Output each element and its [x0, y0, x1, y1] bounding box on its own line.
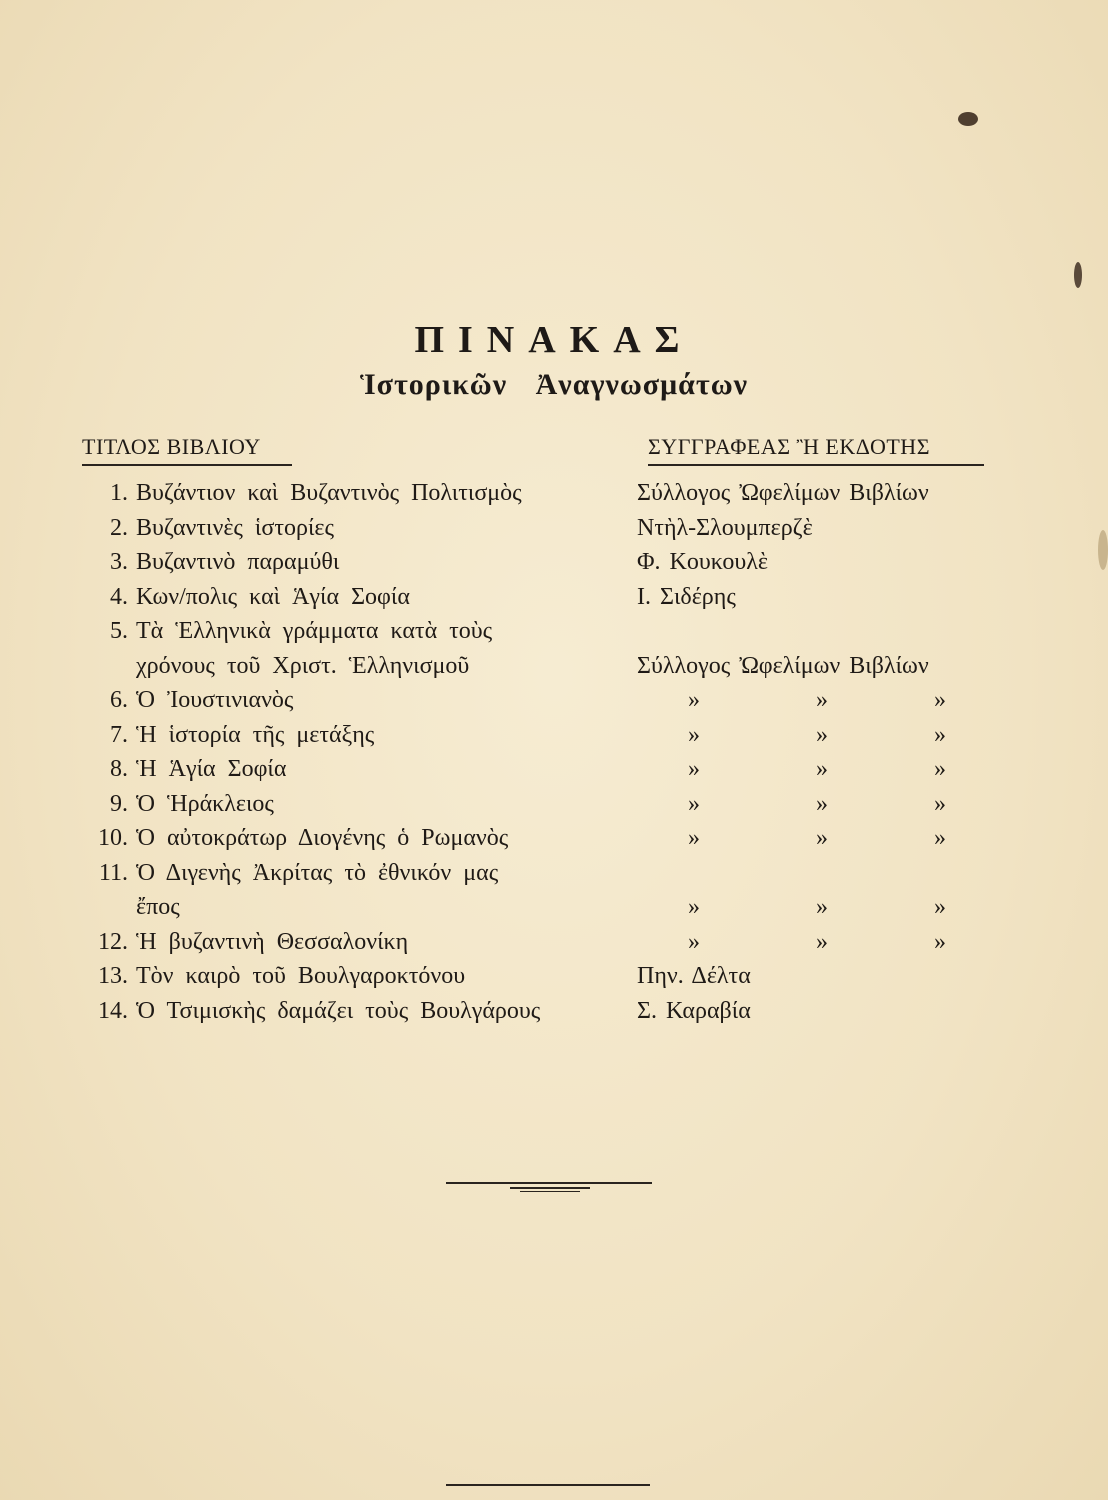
- ditto-mark: »: [934, 825, 946, 851]
- list-item: [0, 722, 1108, 756]
- entry-title: Ὁ Διγενὴς Ἀκρίτας τὸ ἐθνικόν μας: [136, 859, 499, 886]
- entry-author: Ι. Σιδέρης: [637, 583, 736, 610]
- paper-speck: [958, 112, 978, 126]
- ditto-mark: »: [688, 756, 700, 782]
- entry-number: 2.: [110, 514, 128, 541]
- ornament-line-top: [446, 1182, 652, 1184]
- entry-author: Φ. Κουκουλὲ: [637, 549, 768, 575]
- entry-title: Ἡ ἱστορία τῆς μετάξης: [136, 721, 375, 748]
- ditto-mark: »: [688, 687, 700, 713]
- entry-title: ἔπος: [136, 894, 180, 920]
- ditto-mark: »: [934, 894, 946, 920]
- entry-number: 9.: [110, 790, 128, 817]
- entry-title: χρόνους τοῦ Χριστ. Ἑλληνισμοῦ: [136, 652, 470, 679]
- entry-number: 1.: [110, 480, 128, 506]
- list-item: [0, 584, 1108, 618]
- ditto-mark: »: [688, 928, 700, 955]
- list-item: [0, 963, 1108, 997]
- ditto-mark: »: [934, 756, 946, 782]
- list-item: [0, 480, 1108, 514]
- paper-speck: [1074, 262, 1082, 288]
- entry-number: 6.: [110, 687, 128, 713]
- ditto-mark: »: [688, 894, 700, 920]
- entry-title: Τὸν καιρὸ τοῦ Βουλγαροκτόνου: [136, 963, 466, 989]
- entry-title: Ὁ Τσιμισκὴς δαμάζει τοὺς Βουλγάρους: [136, 997, 541, 1024]
- entry-number: 14.: [98, 997, 128, 1024]
- list-item: [0, 687, 1108, 721]
- ditto-mark: »: [816, 721, 828, 748]
- ditto-mark: »: [934, 721, 946, 748]
- ditto-mark: »: [688, 721, 700, 748]
- entry-title: Βυζαντινὲς ἱστορίες: [136, 514, 334, 541]
- list-item: [0, 549, 1108, 583]
- entry-number: 7.: [110, 721, 128, 748]
- ornament-line-middle: [510, 1187, 590, 1189]
- column-header-title: ΤΙΤΛΟΣ ΒΙΒΛΙΟΥ: [82, 434, 292, 466]
- entry-author: Ντὴλ-Σλουμπερζὲ: [637, 514, 813, 541]
- ditto-mark: »: [816, 790, 828, 817]
- list-item: [0, 929, 1108, 963]
- entry-title: Κων/πολις καὶ Ἁγία Σοφία: [136, 583, 410, 610]
- list-item: [0, 894, 1108, 928]
- entry-author: Σ. Καραβία: [637, 997, 751, 1024]
- paper-speck: [1098, 530, 1108, 570]
- entry-number: 5.: [110, 618, 128, 644]
- ditto-mark: »: [816, 894, 828, 920]
- list-item: [0, 825, 1108, 859]
- list-item: [0, 860, 1108, 894]
- entry-title: Ὁ Ἡράκλειος: [136, 790, 274, 817]
- entry-title: Τὰ Ἑλληνικὰ γράμματα κατὰ τοὺς: [136, 618, 493, 644]
- ornament-line-bottom: [520, 1191, 580, 1192]
- entry-author: Πην. Δέλτα: [637, 963, 751, 989]
- entry-number: 10.: [98, 825, 128, 851]
- ditto-mark: »: [934, 687, 946, 713]
- list-item: [0, 998, 1108, 1032]
- entry-number: 8.: [110, 756, 128, 782]
- entry-number: 11.: [98, 859, 128, 886]
- column-header-author: ΣΥΓΓΡΑΦΕΑΣ Ἢ ΕΚΔΟΤΗΣ: [648, 434, 984, 466]
- ditto-mark: »: [934, 928, 946, 955]
- page-title: ΠΙΝΑΚΑΣ: [414, 319, 694, 361]
- ditto-mark: »: [816, 687, 828, 713]
- entry-title: Βυζαντινὸ παραμύθι: [136, 549, 340, 575]
- ditto-mark: »: [816, 928, 828, 955]
- ditto-mark: »: [816, 825, 828, 851]
- list-item: [0, 653, 1108, 687]
- entry-title: Ὁ αὐτοκράτωρ Διογένης ὁ Ρωμανὸς: [136, 825, 509, 851]
- ditto-mark: »: [688, 825, 700, 851]
- ditto-mark: »: [688, 790, 700, 817]
- entry-author: Σύλλογος Ὠφελίμων Βιβλίων: [637, 480, 929, 506]
- entry-number: 12.: [98, 928, 128, 955]
- entry-title: Ὁ Ἰουστινιανὸς: [136, 687, 294, 713]
- entry-author: Σύλλογος Ὠφελίμων Βιβλίων: [637, 652, 929, 679]
- entry-number: 4.: [110, 583, 128, 610]
- entry-title: Βυζάντιον καὶ Βυζαντινὸς Πολιτισμὸς: [136, 480, 522, 506]
- entry-number: 13.: [98, 963, 128, 989]
- entry-title: Ἡ Ἁγία Σοφία: [136, 756, 287, 782]
- ditto-mark: »: [816, 756, 828, 782]
- ditto-mark: »: [934, 790, 946, 817]
- list-item: [0, 618, 1108, 652]
- entry-title: Ἡ βυζαντινὴ Θεσσαλονίκη: [136, 928, 409, 955]
- entry-number: 3.: [110, 549, 128, 575]
- list-item: [0, 515, 1108, 549]
- page-subtitle: Ἱστορικῶν Ἀναγνωσμάτων: [359, 368, 749, 401]
- list-item: [0, 756, 1108, 790]
- list-item: [0, 791, 1108, 825]
